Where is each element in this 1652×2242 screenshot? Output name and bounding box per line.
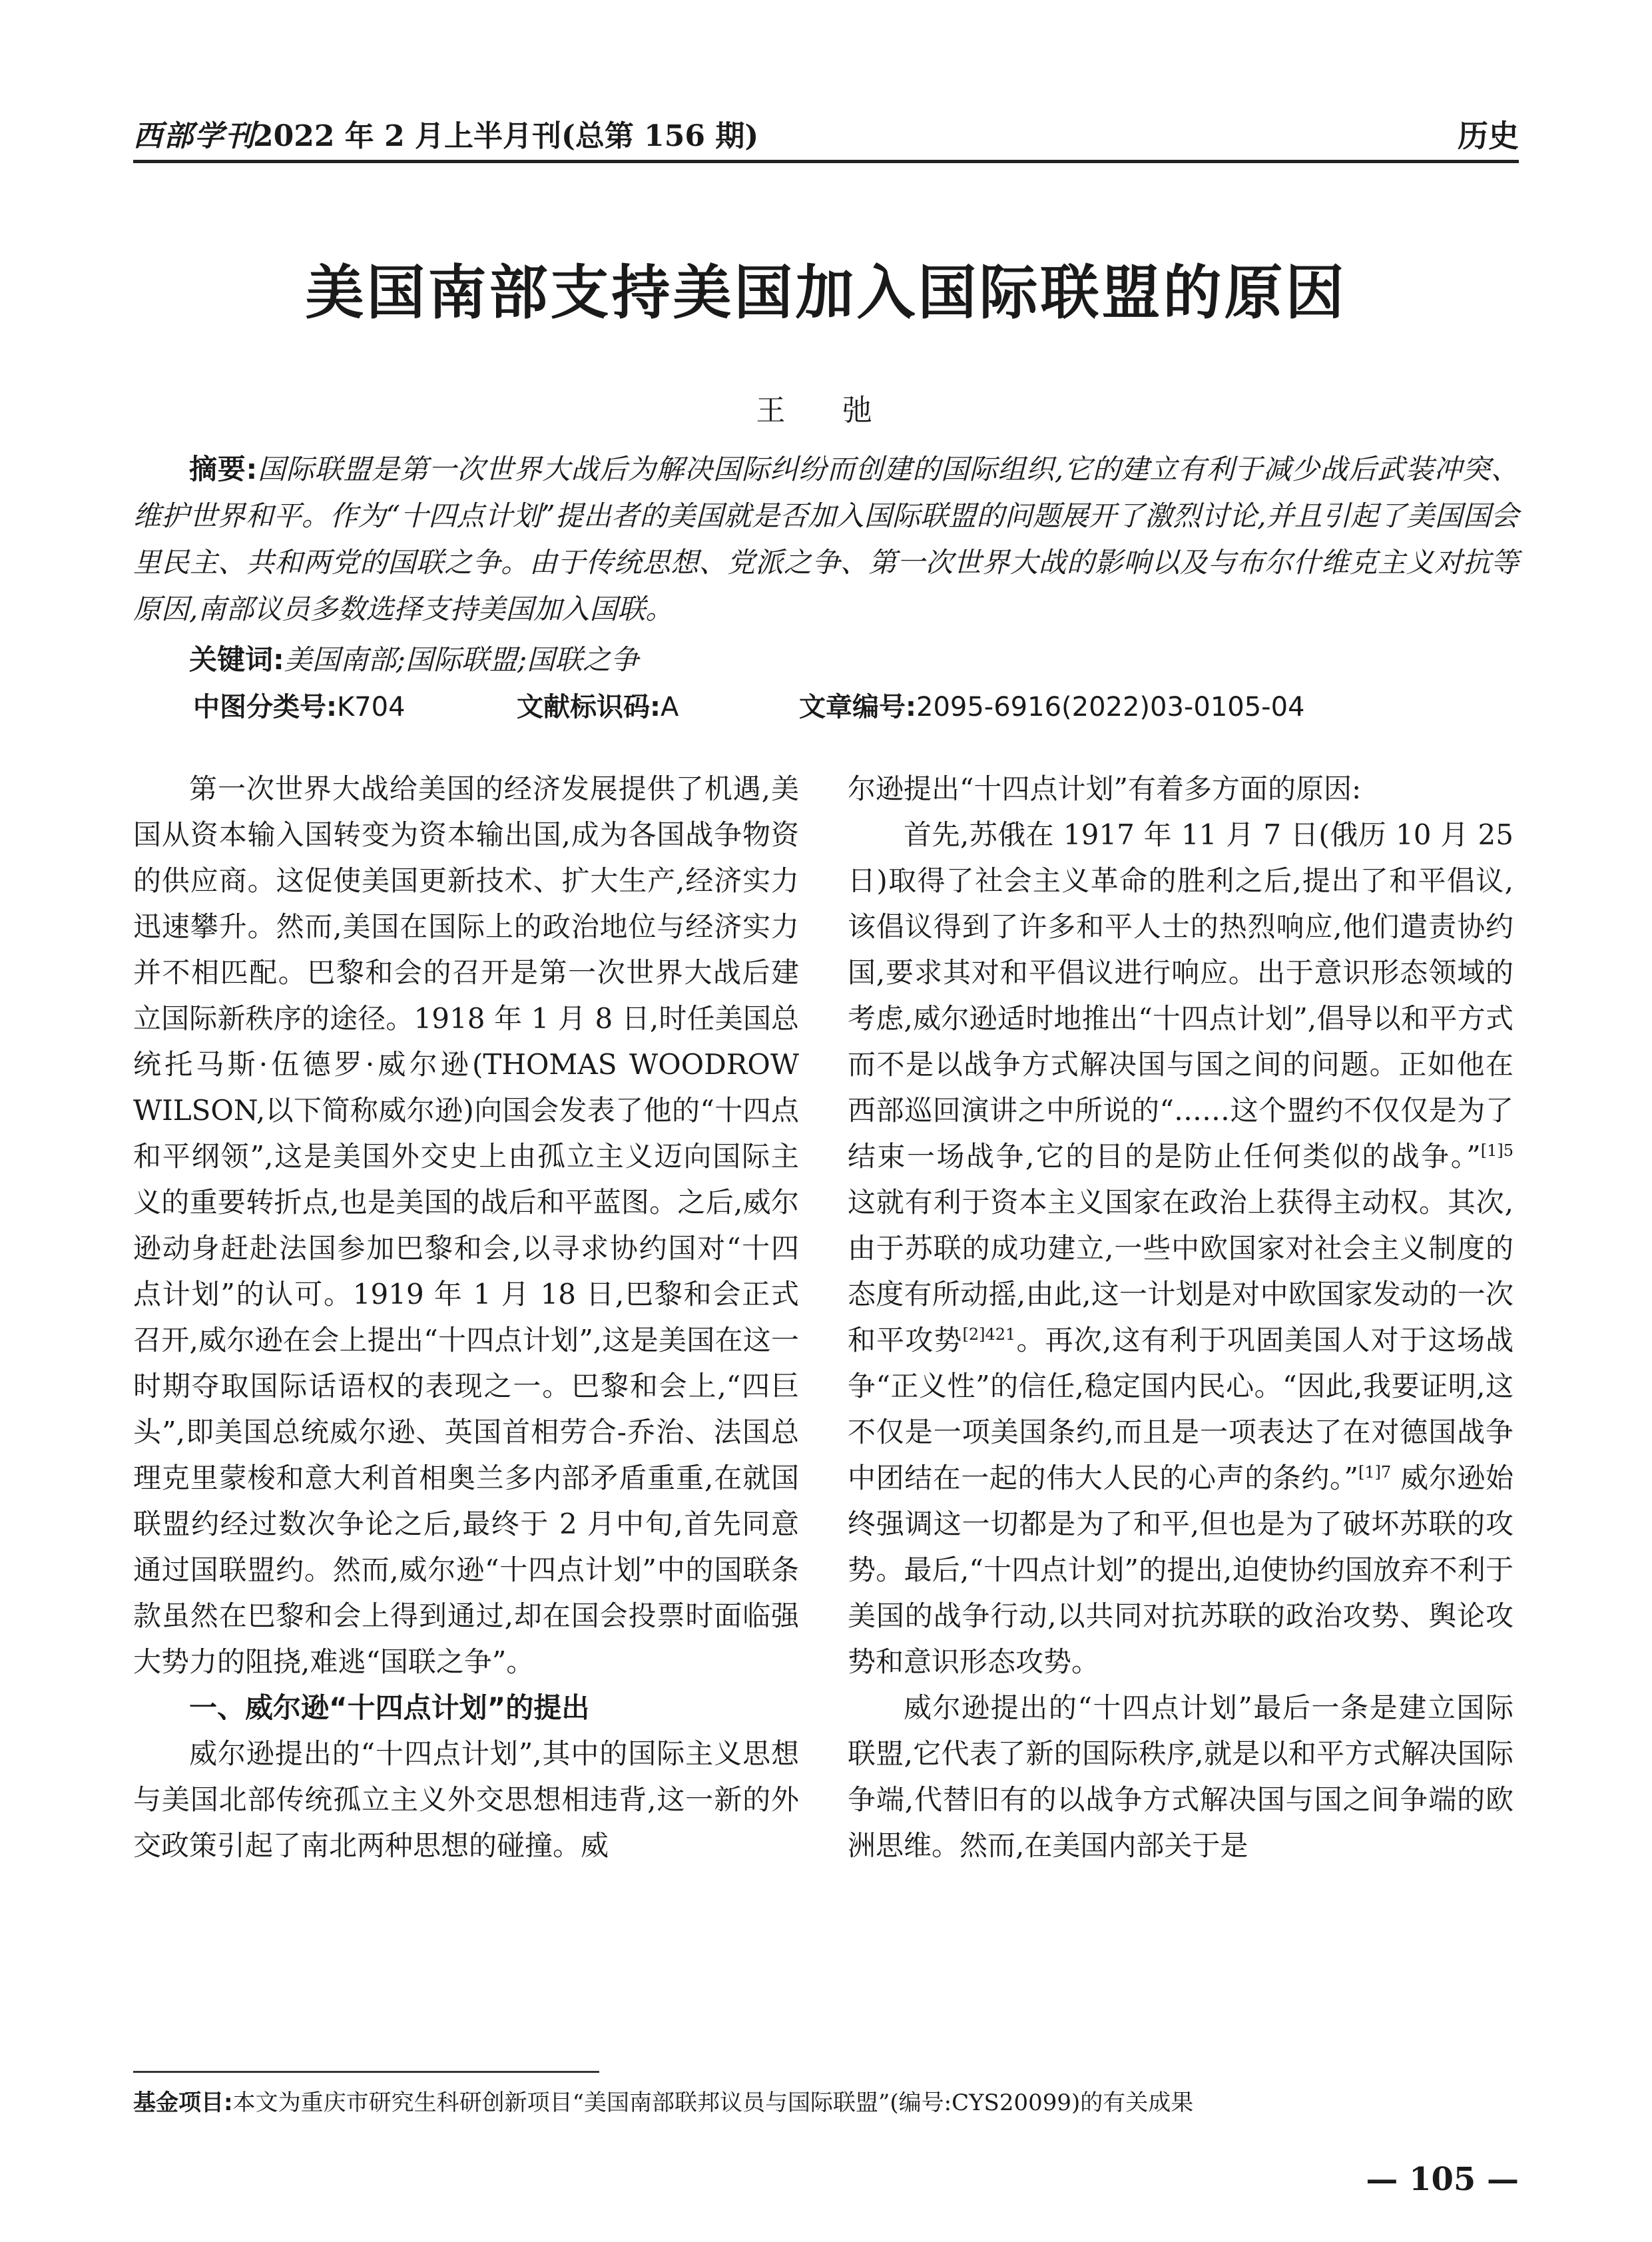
left-column [133,766,799,1868]
doc-code [517,686,679,724]
body-paragraph: 第一次世界大战给美国的经济发展提供了机遇,美国从资本输入国转变为资本输出国,成为各国战争物资的供应商。这促使美国更新技术、扩大生产,经济实力迅速攀升。然而,美国在国际上的政治地位与经济实力并不相匹配。巴黎和会的召开是第一次世界大战后建立国际新秩序的途径。1918 年 1 月 8 日,时任美国总统托马斯·伍德罗·威尔逊(THOMAS WOODROW WILSON,以下简称威尔逊)向国会发表了他的“十四点和平纲领”,这是美国外交史上由孤立主义迈向国际主义的重要转折点,也是美国的战后和平蓝图。之后,威尔逊动身赶赴法国参加巴黎和会,以寻求协约国对“十四点计划”的认可。1919 年 1 月 18 日,巴黎和会正式召开,威尔逊在会上提出“十四点计划”,这是美国在这一时期夺取国际话语权的表现之一。巴黎和会上,“四巨头”,即美国总统威尔逊、英国首相劳合-乔治、法国总理克里蒙梭和意大利首相奥兰多内部矛盾重重,在就国联盟约经过数次争论之后,最终于 2 月中旬,首先同意通过国联盟约。然而,威尔逊“十四点计划”中的国联条款虽然在巴黎和会上得到通过,却在国会投票时面临强大势力的阻挠,难逃“国联之争”。 [133,772,799,1678]
citation: [2]421 [962,1325,1016,1344]
journal-logo: 西部学刊 [133,119,256,153]
citation: [1]7 [1358,1463,1392,1482]
body-text: 威尔逊始终强调这一切都是为了和平,但也是为了破坏苏联的攻势。最后,“十四点计划”的提出,迫使协约国放弃不利于美国的战争行动,以共同对抗苏联的政治攻势、舆论攻势和意识形态攻势。 [848,1462,1514,1678]
keywords-label: 关键词: [189,643,284,676]
clc-label: 中图分类号: [193,692,337,722]
fund-text: 本文为重庆市研究生科研创新项目“美国南部联邦议员与国际联盟”(编号:CYS20099)的有关成果 [232,2090,1194,2116]
header-rule [133,160,1519,163]
article-number-label: 文章编号: [799,692,916,722]
article-title: 美国南部支持美国加入国际联盟的原因 [305,258,1347,327]
running-header [133,100,1519,153]
body-text: 这就有利于资本主义国家在政治上获得主动权。其次,由于苏联的成功建立,一些中欧国家对社会主义制度的态度有所动摇,由此,这一计划是对中欧国家发动的一次和平攻势 [848,1186,1514,1356]
journal-issue: 2022 年 2 月上半月刊(总第 156 期) [253,119,759,153]
author: 王 弛 [756,394,896,427]
doc-value: A [661,692,679,722]
article-number-value: 2095-6916(2022)03-0105-04 [916,692,1305,722]
abstract-label: 摘要: [189,453,258,485]
article-number [799,686,1305,724]
keywords-text: 美国南部;国际联盟;国联之争 [284,643,639,676]
citation: [1]5 [1480,1141,1514,1160]
clc-code [193,686,406,724]
right-column [848,766,1514,1868]
abstract-text: 国际联盟是第一次世界大战后为解决国际纠纷而创建的国际组织,它的建立有利于减少战后武装冲突、维护世界和平。作为“十四点计划”提出者的美国就是否加入国际联盟的问题展开了激烈讨论,并且引起了美国国会里民主、共和两党的国联之争。由于传统思想、党派之争、第一次世界大战的影响以及与布尔什维克主义对抗等原因,南部议员多数选择支持美国加入国联。 [133,453,1519,625]
keywords [133,638,1519,678]
fund-label: 基金项目: [133,2090,233,2116]
doc-label: 文献标识码: [517,692,661,722]
clc-value: K704 [337,692,406,722]
body-paragraph [848,812,1514,1685]
section-heading: 一、威尔逊“十四点计划”的提出 [189,1691,590,1724]
section-label: 历史 [1458,118,1519,154]
fund-note [133,2084,1519,2117]
abstract [133,446,1519,633]
body-paragraph: 尔逊提出“十四点计划”有着多方面的原因: [848,772,1362,805]
page-number: — 105 — [1366,2161,1519,2198]
body-paragraph: 威尔逊提出的“十四点计划”,其中的国际主义思想与美国北部传统孤立主义外交思想相违背,这一新的外交政策引起了南北两种思想的碰撞。威 [133,1737,799,1862]
body-text: 首先,苏俄在 1917 年 11 月 7 日(俄历 10 月 25 日)取得了社会主义革命的胜利之后,提出了和平倡议,该倡议得到了许多和平人士的热烈响应,他们遣责协约国,要求其对和平倡议进行响应。出于意识形态领域的考虑,威尔逊适时地推出“十四点计划”,倡导以和平方式而不是以战争方式解决国与国之间的问题。正如他在西部巡回演讲之中所说的“……这个盟约不仅仅是为了结束一场战争,它的目的是防止任何类似的战争。” [848,818,1514,1173]
footnote-rule [133,2071,599,2073]
body-paragraph: 威尔逊提出的“十四点计划”最后一条是建立国际联盟,它代表了新的国际秩序,就是以和平方式解决国际争端,代替旧有的以战争方式解决国与国之间争端的欧洲思维。然而,在美国内部关于是 [848,1691,1514,1862]
body-text: 。再次,这有利于巩固美国人对于这场战争“正义性”的信任,稳定国内民心。“因此,我要证明,这不仅是一项美国条约,而且是一项表达了在对德国战争中团结在一起的伟大人民的心声的条约。” [848,1324,1514,1494]
